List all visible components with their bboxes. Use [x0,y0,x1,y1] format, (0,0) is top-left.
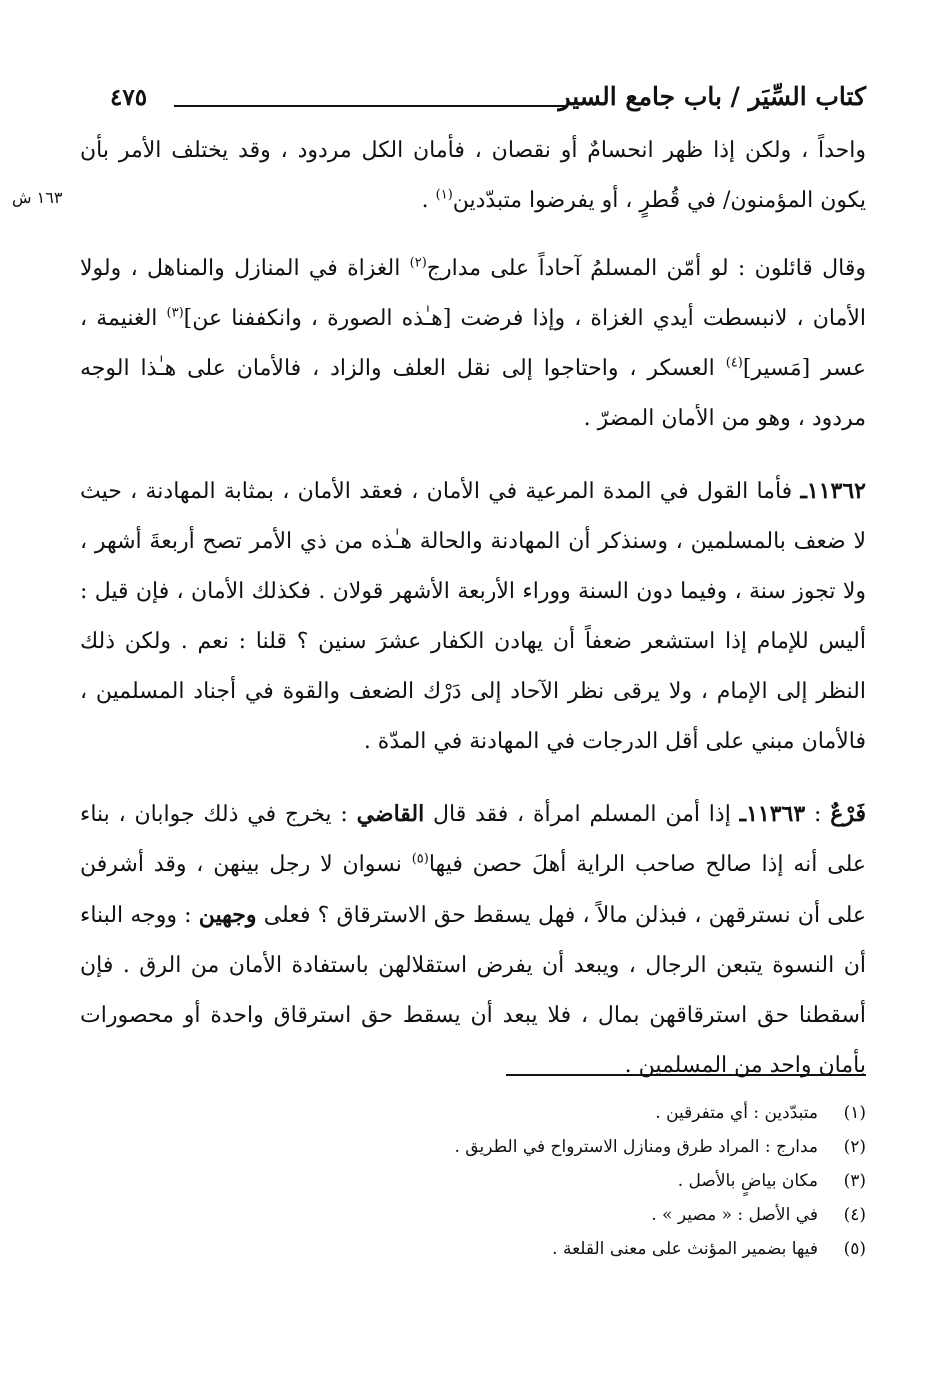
page-number: ٤٧٥ [110,84,148,111]
paragraph-2 [80,244,866,444]
paragraph-2-b: الغزاة في المنازل والمناهل ، ولولا الأمان ، لانبسطت أيدي الغزاة ، وإذا فرضت [هـٰذه الصورة ، وانكففنا عن] [80,256,867,331]
footnote-2 [80,1130,866,1164]
footnote-text: مكان بياضٍ بالأصل . [677,1171,818,1191]
footnote-ref-5: (٥) [411,851,429,867]
footnote-text: مدارج : المراد طرق ومنازل الاسترواح في الطريق . [454,1137,818,1157]
footnote-number: (٥) [843,1239,866,1259]
section-label-far: فَرْعٌ [830,801,866,827]
footnote-separator [506,1074,866,1076]
footnote-text: متبدّدين : أي متفرقين . [655,1103,818,1123]
paragraph-4-sep: : [805,802,831,827]
footnote-4 [80,1198,866,1232]
footnote-5 [80,1232,866,1266]
running-header [110,82,866,122]
paragraph-4-a: إذا أمن المسلم امرأة ، فقد قال [424,802,740,827]
paragraph-2-c: الغنيمة ، عسر [مَسير] [80,306,866,381]
footnote-text: فيها بضمير المؤنث على معنى القلعة . [552,1239,818,1259]
paragraph-3-number: ١١٣٦٢ـ [800,478,866,504]
paragraph-2-a: وقال قائلون : لو أمّن المسلمُ آحاداً على مدارج [426,256,866,281]
footnote-1 [80,1096,866,1130]
paragraph-4-bold-wajhayn: وجهين [198,902,257,928]
footnote-ref-2: (٢) [409,255,427,271]
header-title: كتاب السِّيَر / باب جامع السير [558,82,866,111]
paragraph-4-d: : ووجه البناء أن النسوة يتبعن الرجال ، ويبعد أن يفرض استقلالهن باستفادة الأمان من الرق . فإن أسقطنا حق استرقاقهن بمال ، فلا يبعد أن يسقط حق استرقاق واحدة أو محصورات بأمان واحد من المسلمين . [80,903,866,1078]
paragraph-1 [80,126,866,226]
paragraph-1-end: . [421,188,436,213]
paragraph-4-b: : يخرج في ذلك جوابان ، بناء على أنه إذا صالح صاحب الراية أهلَ حصن فيها [80,802,866,877]
footnote-3 [80,1164,866,1198]
paragraph-4-c: نسوان لا رجل بينهن ، وقد أشرفن على أن نسترقهن ، فبذلن مالاً ، فهل يسقط حق الاسترقاق ؟ فعلى [80,852,866,928]
footnote-number: (٤) [843,1205,866,1225]
footnote-number: (٣) [843,1171,866,1191]
header-rule [174,105,566,107]
paragraph-3 [80,466,866,767]
footnote-number: (١) [843,1103,866,1123]
footnote-text: في الأصل : « مصير » . [651,1205,818,1225]
paragraph-4-number: ١١٣٦٣ـ [739,801,806,827]
footnote-ref-3: (٣) [166,305,184,321]
footnote-ref-4: (٤) [725,355,743,371]
paragraph-3-text: فأما القول في المدة المرعية في الأمان ، فعقد الأمان ، بمثابة المهادنة ، حيث لا ضعف بالمسلمين ، وسنذكر أن المهادنة والحالة هـٰذه من ذي الأمر تصح أربعةَ أشهر ، ولا تجوز سنة ، وفيما دون السنة ووراء الأربعة الأشهر قولان . فكذلك الأمان ، فإن قيل : أليس للإمام إذا استشعر ضعفاً أن يهادن الكفار عشرَ سنين ؟ قلنا : نعم . ولكن ذلك النظر إلى الإمام ، ولا يرقى نظر الآحاد إلى دَرْك الضعف والقوة في أجناد المسلمين ، فالأمان مبني على أقل الدرجات في المهادنة في المدّة . [80,479,866,754]
footnote-number: (٢) [843,1137,866,1157]
margin-page-reference: ١٦٣ ش [12,188,63,207]
footnotes [80,1096,866,1266]
main-text [80,126,866,1113]
paragraph-4 [80,789,866,1091]
paragraph-4-bold-qadi: القاضي [356,801,425,827]
paragraph-1-text: واحداً ، ولكن إذا ظهر انحسامٌ أو نقصان ، فأمان الكل مردود ، وقد يختلف الأمر بأن يكون المؤمنون/ في قُطرٍ ، أو يفرضوا متبدّدين [80,138,866,213]
paragraph-2-d: العسكر ، واحتاجوا إلى نقل العلف والزاد ، فالأمان على هـٰذا الوجه مردود ، وهو من الأمان المضرّ . [80,356,866,431]
footnote-ref-1: (١) [435,187,453,203]
